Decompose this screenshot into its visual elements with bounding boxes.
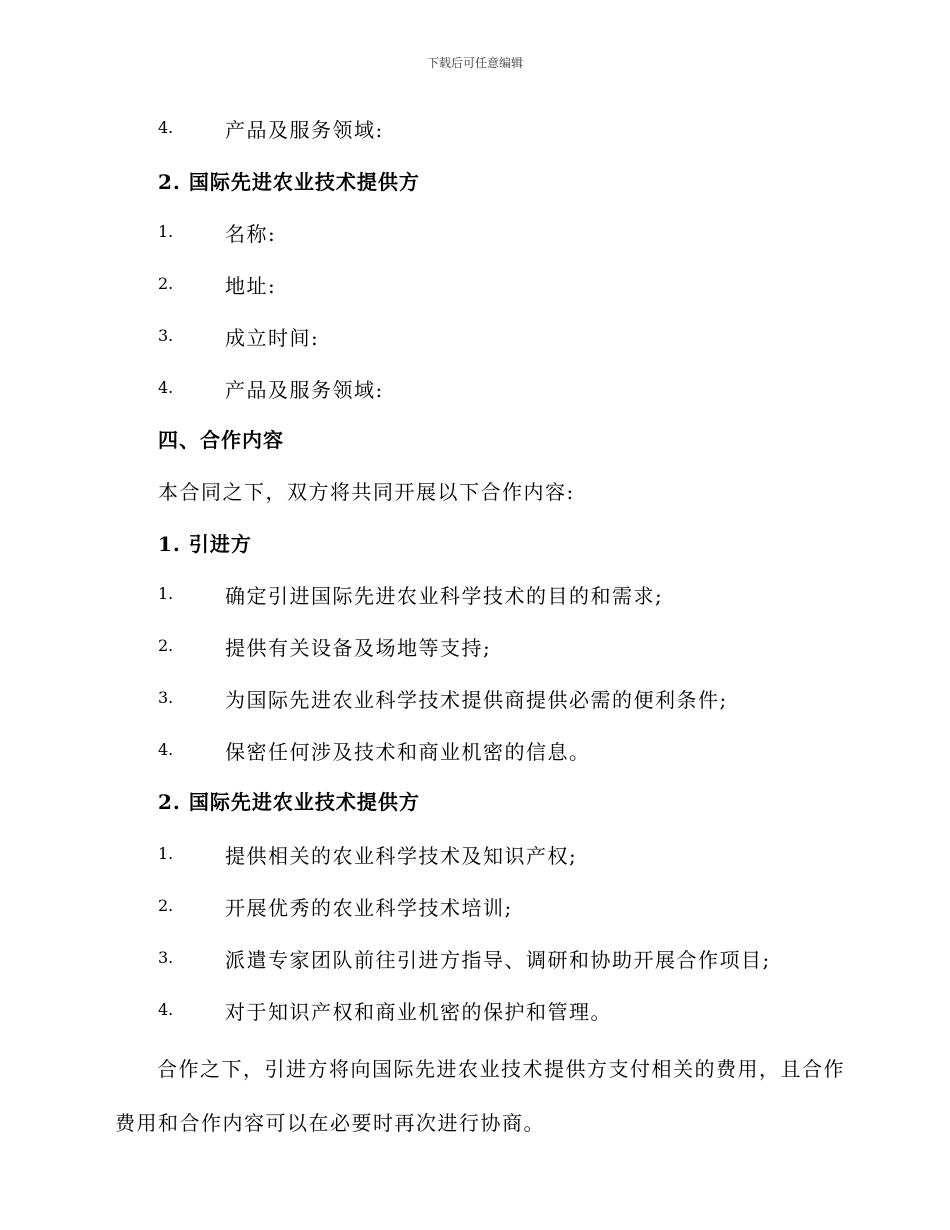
list-item: 提供有关设备及场地等支持;: [225, 636, 492, 660]
list-number: 3.: [158, 948, 174, 967]
list-item: 对于知识产权和商业机密的保护和管理。: [225, 1000, 612, 1024]
list-number: 3.: [158, 326, 174, 345]
section-heading: 2. 国际先进农业技术提供方: [158, 170, 420, 194]
list-number: 1.: [158, 222, 174, 241]
list-number: 4.: [158, 118, 174, 137]
list-number: 2.: [158, 274, 174, 293]
list-number: 4.: [158, 1000, 174, 1019]
list-item: 成立时间:: [225, 326, 320, 350]
closing-paragraph: 合作之下，引进方将向国际先进农业技术提供方支付相关的费用，且合作费用和合作内容可以在必要时再次进行协商。: [115, 1057, 845, 1135]
list-item: 产品及服务领域:: [225, 378, 384, 402]
list-number: 2.: [158, 896, 174, 915]
section-heading: 四、合作内容: [158, 428, 284, 452]
page-header: 下载后可任意编辑: [426, 56, 523, 70]
list-number: 1.: [158, 844, 174, 863]
list-item: 地址:: [225, 274, 277, 298]
list-number: 4.: [158, 378, 174, 397]
list-number: 4.: [158, 740, 174, 759]
list-number: 2.: [158, 636, 174, 655]
list-item: 产品及服务领域:: [225, 118, 384, 142]
list-number: 1.: [158, 584, 174, 603]
list-item: 名称:: [225, 222, 277, 246]
list-item: 提供相关的农业科学技术及知识产权;: [225, 844, 578, 868]
intro-paragraph: 本合同之下，双方将共同开展以下合作内容:: [158, 480, 575, 504]
list-item: 确定引进国际先进农业科学技术的目的和需求;: [225, 584, 664, 608]
list-item: 保密任何涉及技术和商业机密的信息。: [225, 740, 591, 764]
list-item: 开展优秀的农业科学技术培训;: [225, 896, 513, 920]
subsection-heading: 1. 引进方: [158, 532, 252, 556]
list-number: 3.: [158, 688, 174, 707]
list-item: 为国际先进农业科学技术提供商提供必需的便利条件;: [225, 688, 728, 712]
subsection-heading: 2. 国际先进农业技术提供方: [158, 790, 420, 814]
list-item: 派遣专家团队前往引进方指导、调研和协助开展合作项目;: [225, 948, 771, 972]
